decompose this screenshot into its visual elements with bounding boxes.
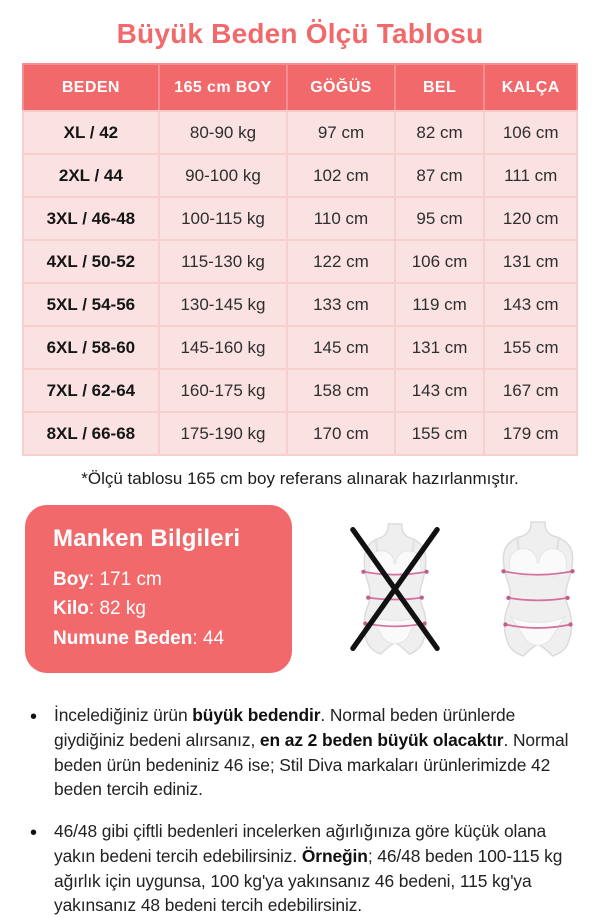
measurement-cell: 102 cm (287, 154, 394, 197)
bullet-text: İncelediğiniz ürün büyük bedendir. Normal beden ürünlerde giydiğiniz bedeni alırsanız, en az 2 beden büyük olacaktır. Normal beden ürün bedeniniz 46 ise; Stil Diva markaları ürünlerimizde 42 beden tercih ediniz. (54, 705, 569, 800)
table-row (23, 412, 577, 455)
model-field-label: Kilo (53, 598, 89, 620)
model-field-value: : 82 kg (88, 598, 146, 620)
size-label-cell: 4XL / 50-52 (23, 240, 159, 283)
size-label-cell: XL / 42 (23, 111, 159, 154)
measurement-cell: 115-130 kg (159, 240, 288, 283)
measured-body-figure-icon (486, 520, 590, 658)
measurement-cell: 130-145 kg (159, 283, 288, 326)
size-label-cell: 2XL / 44 (23, 154, 159, 197)
measurement-cell: 80-90 kg (159, 111, 288, 154)
table-row (23, 197, 577, 240)
measurement-cell: 106 cm (484, 111, 577, 154)
measurement-cell: 167 cm (484, 369, 577, 412)
column-header-1: 165 cm BOY (159, 64, 288, 111)
size-table (22, 63, 578, 456)
measurement-cell: 131 cm (484, 240, 577, 283)
column-header-4: KALÇA (484, 64, 577, 111)
measurement-cell: 82 cm (395, 111, 485, 154)
measurement-cell: 111 cm (484, 154, 577, 197)
size-label-cell: 5XL / 54-56 (23, 283, 159, 326)
measurement-cell: 170 cm (287, 412, 394, 455)
table-footnote: *Ölçü tablosu 165 cm boy referans alınarak hazırlanmıştır. (81, 469, 519, 488)
column-header-0: BEDEN (23, 64, 159, 111)
measurement-cell: 155 cm (395, 412, 485, 455)
measurement-cell: 119 cm (395, 283, 485, 326)
bullet-dot-icon: • (30, 706, 38, 729)
model-field (53, 594, 268, 623)
measurement-cell: 106 cm (395, 240, 485, 283)
model-info-section (25, 505, 600, 673)
table-row (23, 154, 577, 197)
measurement-cell: 100-115 kg (159, 197, 288, 240)
measurement-cell: 90-100 kg (159, 154, 288, 197)
page-title: Büyük Beden Ölçü Tablosu (116, 18, 484, 49)
measurement-cell: 120 cm (484, 197, 577, 240)
model-field-label: Numune Beden (53, 627, 193, 649)
crossed-body-figure-icon (347, 522, 443, 656)
table-row (23, 326, 577, 369)
measurement-cell: 145-160 kg (159, 326, 288, 369)
column-header-2: GÖĞÜS (287, 64, 394, 111)
size-label-cell: 6XL / 58-60 (23, 326, 159, 369)
measurement-cell: 110 cm (287, 197, 394, 240)
column-header-3: BEL (395, 64, 485, 111)
model-field-value: : 44 (192, 627, 225, 649)
measurement-cell: 155 cm (484, 326, 577, 369)
size-label-cell: 3XL / 46-48 (23, 197, 159, 240)
measurement-cell: 158 cm (287, 369, 394, 412)
model-field (53, 624, 268, 653)
model-field-label: Boy (53, 569, 89, 590)
info-bullets (30, 703, 582, 918)
measurement-cell: 160-175 kg (159, 369, 288, 412)
measurement-cell: 179 cm (484, 412, 577, 455)
bullet-text: 46/48 gibi çiftli bedenleri incelerken ağırlığınıza göre küçük olana yakın bedeni tercih edebilirsiniz. Örneğin; 46/48 beden 100-115 kg ağırlık için uygunsa, 100 kg'ya yakınsanız 46 bedeni, 115 kg'ya yakınsanız 48 bedeni tercih edebilirsiniz. (54, 821, 563, 916)
measurement-cell: 133 cm (287, 283, 394, 326)
measurement-cell: 143 cm (484, 283, 577, 326)
measurement-cell: 175-190 kg (159, 412, 288, 455)
measurement-cell: 122 cm (287, 240, 394, 283)
size-label-cell: 8XL / 66-68 (23, 412, 159, 455)
measurement-cell: 143 cm (395, 369, 485, 412)
figure-illustrations (347, 520, 590, 658)
measurement-cell: 97 cm (287, 111, 394, 154)
measurement-cell: 87 cm (395, 154, 485, 197)
bullet-item (30, 819, 582, 918)
bullet-dot-icon: • (30, 822, 38, 845)
table-row (23, 111, 577, 154)
bullet-item (30, 703, 582, 802)
measurement-cell: 145 cm (287, 326, 394, 369)
table-row (23, 283, 577, 326)
model-field (53, 565, 268, 594)
table-row (23, 240, 577, 283)
model-field-value: : 171 cm (88, 569, 162, 590)
measurement-cell: 131 cm (395, 326, 485, 369)
size-label-cell: 7XL / 62-64 (23, 369, 159, 412)
measurement-cell: 95 cm (395, 197, 485, 240)
model-info-card (25, 505, 292, 673)
model-info-title: Manken Bilgileri (53, 525, 241, 552)
size-table-header (23, 64, 577, 111)
table-row (23, 369, 577, 412)
